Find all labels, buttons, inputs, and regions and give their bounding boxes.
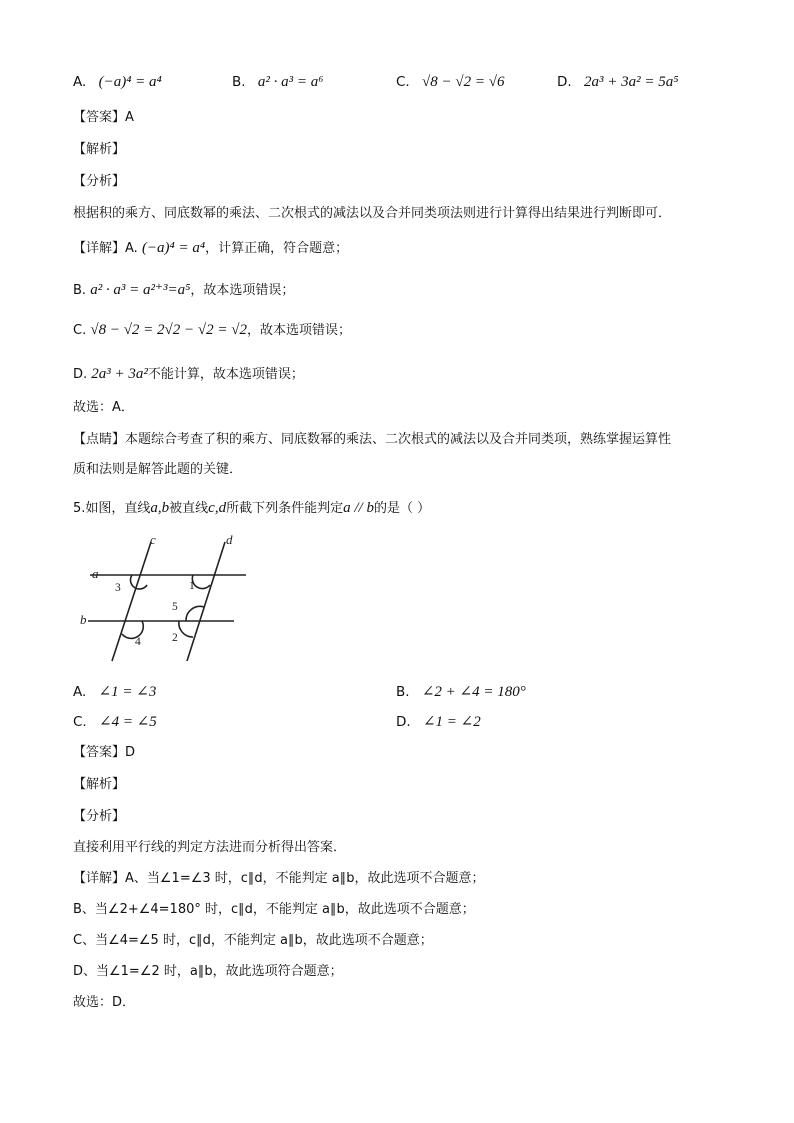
q5-answer: 【答案】D [73,745,136,760]
q5-option-d [396,712,481,732]
q5-option-d-formula: ∠1 = ∠2 [422,714,481,730]
q5-stem-part-4: 的是（ ） [373,501,431,516]
q4-option-c-formula: √8 − √2 = √6 [422,74,505,90]
q4-detail-c-formula: √8 − √2 = 2√2 − √2 = √2 [90,322,247,338]
label-angle-5: 5 [172,601,178,613]
label-angle-2: 2 [172,632,178,644]
q5-stem-part-2: 被直线 [169,501,209,516]
q5-detail-c: C、当∠4=∠5 时，c∥d，不能判定 a∥b，故此选项不合题意； [73,933,433,948]
q4-option-d [557,72,678,92]
q4-option-c [396,72,504,92]
q5-stem-part-1: 5.如图，直线 [73,501,151,516]
angle-1-arc [192,575,210,589]
q4-detail-d [73,364,304,385]
q5-choose: 故选：D． [73,995,136,1010]
q5-option-c [73,712,157,732]
q4-option-d-label: D. [557,74,572,90]
q4-detail-a-prefix: 【详解】A. [73,241,142,256]
q4-option-a [73,72,162,92]
q4-option-d-formula: 2a³ + 3a² = 5a⁵ [583,74,679,90]
q4-detail-d-formula: 2a³ + 3a² [91,366,148,382]
q5-analysis: 直接利用平行线的判定方法进而分析得出答案． [73,840,347,855]
q4-detail-a [73,238,348,259]
q5-detail-a: 【详解】A、当∠1=∠3 时，c∥d，不能判定 a∥b，故此选项不合题意； [73,871,485,886]
q4-option-b-label: B. [232,74,246,90]
q4-option-a-formula: (−a)⁴ = a⁴ [98,74,162,90]
q4-answer: 【答案】A [73,110,134,125]
q4-detail-a-text: ，计算正确，符合题意； [205,241,349,256]
q5-stem-parallel: a // b [343,500,374,516]
label-d: d [226,534,233,547]
q4-detail-d-prefix: D. [73,367,92,382]
label-angle-4: 4 [135,636,141,648]
q4-detail-b-text: ，故本选项错误； [190,283,295,298]
q5-option-a-formula: ∠1 = ∠3 [98,684,157,700]
q5-stem-lines-cd: c,d [208,500,227,516]
label-angle-1: 1 [189,580,195,592]
q4-detail-c-prefix: C. [73,323,91,338]
q5-option-c-formula: ∠4 = ∠5 [99,714,157,730]
angle-2-arc [179,621,193,637]
q4-detail-d-text: 不能计算，故本选项错误； [147,367,304,382]
q4-detail-b-formula: a² · a³ = a²⁺³=a⁵ [90,282,191,298]
q4-fenxi-heading: 【分析】 [73,174,126,189]
q5-option-b [396,682,526,702]
label-b: b [80,612,87,627]
q4-option-b-formula: a² · a³ = a⁶ [257,74,324,90]
q5-detail-b: B、当∠2+∠4=180° 时，c∥d，不能判定 a∥b，故此选项不合题意； [73,902,475,917]
q5-option-c-label: C. [73,714,87,730]
q5-option-a-label: A. [73,684,87,700]
q4-option-c-label: C. [396,74,410,90]
q5-geometry-figure [80,534,250,666]
q5-fenxi-heading: 【分析】 [73,809,126,824]
q5-option-d-label: D. [396,714,411,730]
q5-option-b-formula: ∠2 + ∠4 = 180° [421,684,526,700]
q5-stem-part-3: 所截下列条件能判定 [226,501,344,516]
q4-option-a-label: A. [73,74,87,90]
q5-detail-d: D、当∠1=∠2 时，a∥b，故此选项符合题意； [73,964,343,979]
q5-option-b-label: B. [396,684,410,700]
q4-analysis: 根据积的乘方、同底数幂的乘法、二次根式的减法以及合并同类项法则进行计算得出结果进行判断即可． [73,206,672,221]
label-a: a [92,566,99,581]
q4-choose: 故选：A． [73,400,134,415]
q5-stem-lines-ab: a,b [150,500,170,516]
q4-detail-b [73,280,294,301]
q4-comment-line-2: 质和法则是解答此题的关键． [73,462,243,477]
q4-detail-b-prefix: B. [73,283,91,298]
q5-stem [73,498,430,519]
line-d [187,542,225,661]
q4-detail-a-formula: (−a)⁴ = a⁴ [141,240,206,256]
q4-comment-line-1: 【点睛】本题综合考查了积的乘方、同底数幂的乘法、二次根式的减法以及合并同类项，熟练掌握运算性 [73,432,672,447]
q4-jiexi-heading: 【解析】 [73,142,126,157]
line-c [112,542,151,661]
label-c: c [150,534,156,547]
q5-jiexi-heading: 【解析】 [73,777,126,792]
q4-option-b [232,72,323,92]
label-angle-3: 3 [115,582,121,594]
q4-detail-c-text: ，故本选项错误； [247,323,352,338]
q5-option-a [73,682,156,702]
q4-detail-c [73,320,351,341]
